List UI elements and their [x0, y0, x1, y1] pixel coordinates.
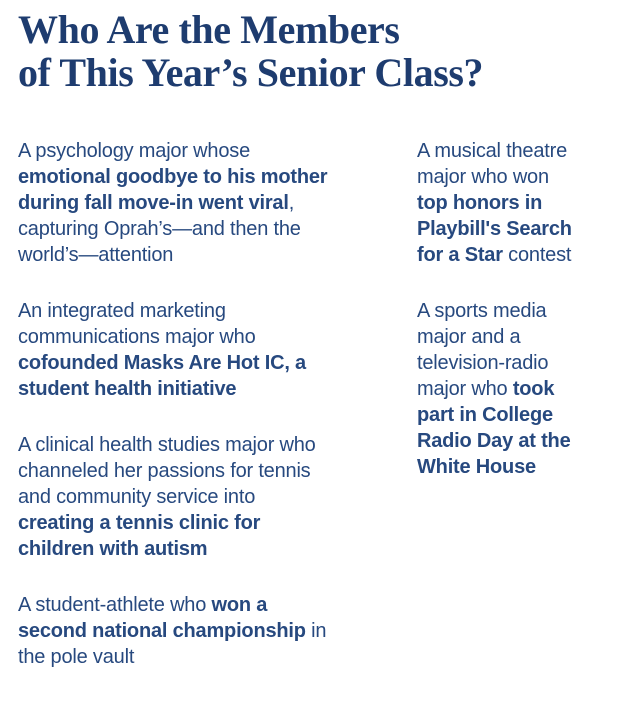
column-right	[417, 138, 622, 700]
senior-item-psychology: A psychology major whose emotional goodbye to his mother during fall move-in went viral, capturing Oprah’s—and then the world’s—attention	[18, 140, 328, 266]
senior-item-musical-theatre: A musical theatre major who won top honors in Playbill's Search for a Star contest	[417, 140, 572, 266]
senior-class-columns	[18, 138, 626, 700]
page-title: Who Are the Members of This Year’s Senior Class?	[18, 7, 484, 95]
column-left	[18, 138, 417, 700]
senior-item-clinical-health: A clinical health studies major who channeled her passions for tennis and community service into creating a tennis clinic for children with autism	[18, 434, 316, 560]
senior-item-student-athlete: A student-athlete who won a second national championship in the pole vault	[18, 594, 327, 668]
senior-item-sports-media: A sports media major and a television-radio major who took part in College Radio Day at the White House	[417, 300, 571, 478]
senior-item-marketing: An integrated marketing communications major who cofounded Masks Are Hot IC, a student health initiative	[18, 300, 306, 400]
